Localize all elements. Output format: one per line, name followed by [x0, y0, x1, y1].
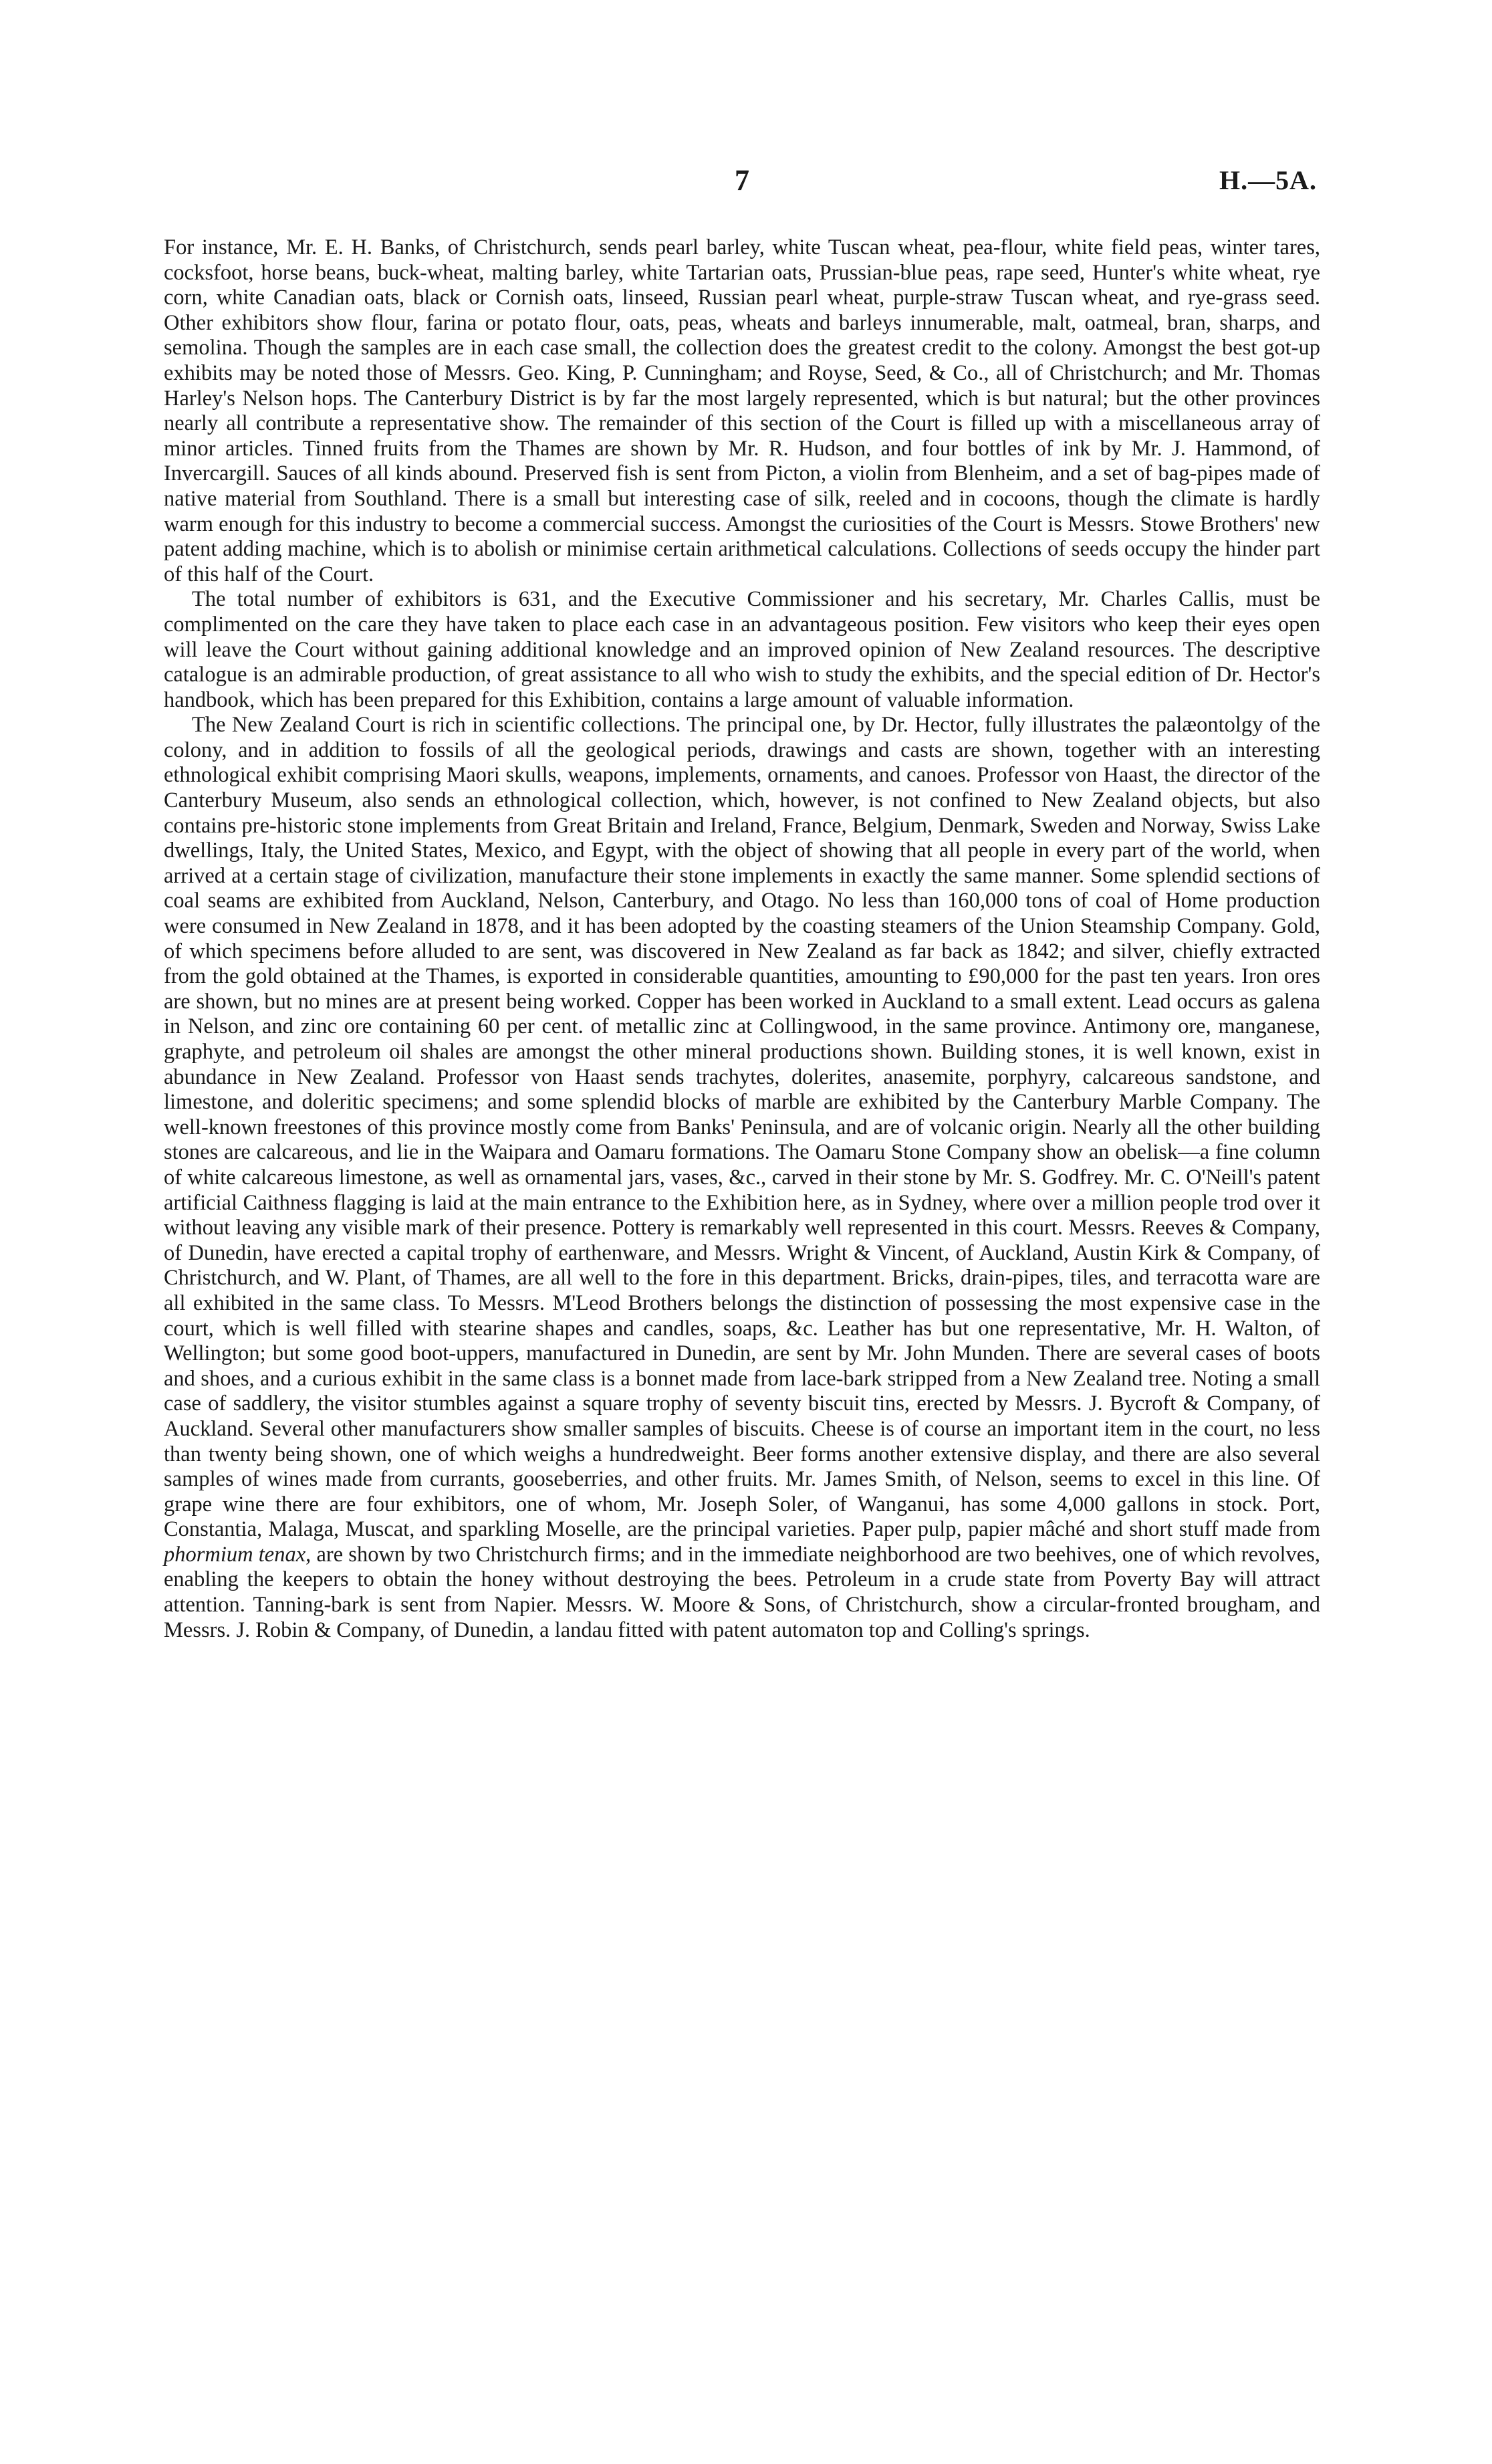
paragraph-text-continued: , are shown by two Christchurch firms; and in the immediate neighborhood are two beehives, one of which revolves, enabling the keepers to obtain the honey without destroying the bees. Petroleum in a crude state from Poverty Bay will attract attention. Tanning-bark is sent from Napier. Messrs. W. Moore & Sons, of Christchurch, show a circular-fronted brougham, and Messrs. J. Robin & Company, of Dunedin, a landau fitted with patent automaton top and Colling's springs. [164, 1542, 1321, 1642]
body-text [164, 235, 1320, 1643]
page-number: 7 [735, 164, 749, 197]
paper-code: H.—5A. [1219, 165, 1317, 195]
paragraph-exhibitors [164, 587, 1320, 713]
page-header [167, 160, 1317, 207]
paragraph-text: The total number of exhibitors is 631, and the Executive Commissioner and his secretary, Mr. Charles Callis, must be complimented on the care they have taken to place each case in an advantageous position. Few visitors who keep their eyes open will leave the Court without gaining additional knowledge and an improved opinion of New Zealand resources. The descriptive catalogue is an admirable production, of great assistance to all who wish to study the exhibits, and the special edition of Dr. Hector's handbook, which has been prepared for this Exhibition, contains a large amount of valuable information. [164, 587, 1320, 712]
paragraph-scientific-collections [164, 713, 1320, 1643]
paragraph-text: The New Zealand Court is rich in scientific collections. The principal one, by Dr. Hector, fully illustrates the palæontolgy of the colony, and in addition to fossils of all the geological periods, drawings and casts are shown, together with an interesting ethnological exhibit comprising Maori skulls, weapons, implements, ornaments, and canoes. Professor von Haast, the director of the Canterbury Museum, also sends an ethnological collection, which, however, is not confined to New Zealand objects, but also contains pre-historic stone implements from Great Britain and Ireland, France, Belgium, Denmark, Sweden and Norway, Swiss Lake dwellings, Italy, the United States, Mexico, and Egypt, with the object of showing that all people in every part of the world, when arrived at a certain stage of civilization, manufacture their stone implements in exactly the same manner. Some splendid sections of coal seams are exhibited from Auckland, Nelson, Canterbury, and Otago. No less than 160,000 tons of coal of Home production were consumed in New Zealand in 1878, and it has been adopted by the coasting steamers of the Union Steamship Company. Gold, of which specimens before alluded to are sent, was discovered in New Zealand as far back as 1842; and silver, chiefly extracted from the gold obtained at the Thames, is exported in considerable quantities, amounting to £90,000 for the past ten years. Iron ores are shown, but no mines are at present being worked. Copper has been worked in Auckland to a small extent. Lead occurs as galena in Nelson, and zinc ore containing 60 per cent. of metallic zinc at Collingwood, in the same province. Antimony ore, manganese, graphyte, and petroleum oil shales are amongst the other mineral productions shown. Building stones, it is well known, exist in abundance in New Zealand. Professor von Haast sends trachytes, dolerites, anasemite, porphyry, calcareous sandstone, and limestone, and doleritic specimens; and some splendid blocks of marble are exhibited by the Canterbury Marble Company. The well-known freestones of this province mostly come from Banks' Peninsula, and are of volcanic origin. Nearly all the other building stones are calcareous, and lie in the Waipara and Oamaru formations. The Oamaru Stone Company show an obelisk—a fine column of white calcareous limestone, as well as ornamental jars, vases, &c., carved in their stone by Mr. S. Godfrey. Mr. C. O'Neill's patent artificial Caithness flagging is laid at the main entrance to the Exhibition here, as in Sydney, where over a million people trod over it without leaving any visible mark of their presence. Pottery is remarkably well represented in this court. Messrs. Reeves & Company, of Dunedin, have erected a capital trophy of earthenware, and Messrs. Wright & Vincent, of Auckland, Austin Kirk & Company, of Christchurch, and W. Plant, of Thames, are all well to the fore in this department. Bricks, drain-pipes, tiles, and terracotta ware are all exhibited in the same class. To Messrs. M'Leod Brothers belongs the distinction of possessing the most expensive case in the court, which is well filled with stearine shapes and candles, soaps, &c. Leather has but one representative, Mr. H. Walton, of Wellington; but some good boot-uppers, manufactured in Dunedin, are sent by Mr. John Munden. There are several cases of boots and shoes, and a curious exhibit in the same class is a bonnet made from lace-bark stripped from a New Zealand tree. Noting a small case of saddlery, the visitor stumbles against a square trophy of seventy biscuit tins, erected by Messrs. J. Bycroft & Company, of Auckland. Several other manufacturers show smaller samples of biscuits. Cheese is of course an important item in the court, no less than twenty being shown, one of which weighs a hundredweight. Beer forms another extensive display, and there are also several samples of wines made from currants, gooseberries, and other fruits. Mr. James Smith, of Nelson, seems to excel in this line. Of grape wine there are four exhibitors, one of whom, Mr. Joseph Soler, of Wanganui, has some 4,000 gallons in stock. Port, Constantia, Malaga, Muscat, and sparkling Moselle, are the principal varieties. Paper pulp, papier mâché and short stuff made from [164, 713, 1320, 1542]
italic-term: phormium tenax [164, 1542, 306, 1567]
paragraph-text: For instance, Mr. E. H. Banks, of Christchurch, sends pearl barley, white Tuscan wheat, pea-flour, white field peas, winter tares, cocksfoot, horse beans, buck-wheat, malting barley, white Tartarian oats, Prussian-blue peas, rape seed, Hunter's white wheat, rye corn, white Canadian oats, black or Cornish oats, linseed, Russian pearl wheat, purple-straw Tuscan wheat, and rye-grass seed. Other exhibitors show flour, farina or potato flour, oats, peas, wheats and barleys innumerable, malt, oatmeal, bran, sharps, and semolina. Though the samples are in each case small, the collection does the greatest credit to the colony. Amongst the best got-up exhibits may be noted those of Messrs. Geo. King, P. Cunningham; and Royse, Seed, & Co., all of Christchurch; and Mr. Thomas Harley's Nelson hops. The Canterbury District is by far the most largely represented, which is but natural; but the other provinces nearly all contribute a representative show. The remainder of this section of the Court is filled up with a miscellaneous array of minor articles. Tinned fruits from the Thames are shown by Mr. R. Hudson, and four bottles of ink by Mr. J. Hammond, of Invercargill. Sauces of all kinds abound. Preserved fish is sent from Picton, a violin from Blenheim, and a set of bag-pipes made of native material from Southland. There is a small but interesting case of silk, reeled and in cocoons, though the climate is hardly warm enough for this industry to become a commercial success. Amongst the curiosities of the Court is Messrs. Stowe Brothers' new patent adding machine, which is to abolish or minimise certain arithmetical calculations. Collections of seeds occupy the hinder part of this half of the Court. [164, 235, 1320, 586]
paragraph-exhibits [164, 235, 1320, 587]
